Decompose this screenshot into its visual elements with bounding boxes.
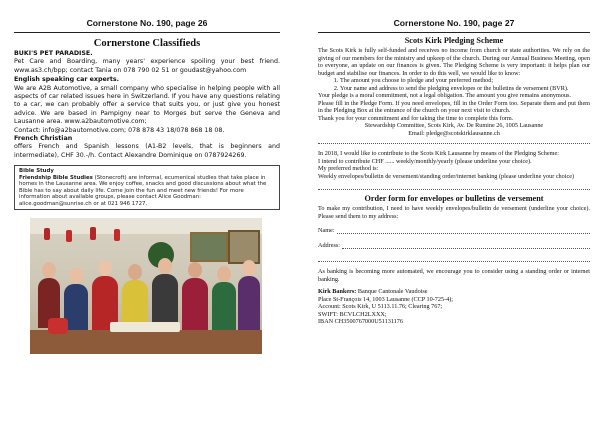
pledge-body: [318, 47, 590, 326]
page-header-right: Cornerstone No. 190, page 27: [318, 0, 590, 33]
pledge-para-thanks: Thank you for your commitment and for taking the time to complete this form.: [318, 114, 514, 122]
pledge-intro: The Scots Kirk is fully self-funded and receives no income from church or state authorities. We rely on the giving of our members for the ministry and upkeep of the church. During our Annual Business Meeting, open to everyone, an update on our finances is given. The Pledging Scheme is very important: it helps plan our budget and stabilise our finances. In order to do this well, we would like to know:: [318, 47, 590, 77]
divider-dotted: [318, 184, 590, 190]
order-form-text: To make my contribution, I need to have weekly envelopes/bulletin de versement (underline your choice). Please send them to my address:: [318, 205, 590, 220]
divider-dotted: [318, 138, 590, 144]
address-input-line-2[interactable]: [318, 255, 590, 262]
pledge-signature: Stewardship Committee, Scots Kirk, Av. De Rumine 26, 1005 Lausanne: [364, 122, 544, 129]
right-page: [318, 0, 590, 425]
pledge-list: [340, 77, 590, 92]
ad-heading-pet: BUKI'S PET PARADISE.: [14, 50, 93, 57]
pledge-list-item: 1. The amount you choose to pledge and your preferred method;: [340, 77, 590, 85]
address-field[interactable]: [318, 242, 590, 250]
group-photo: [30, 218, 262, 354]
page-header-left: Cornerstone No. 190, page 26: [14, 0, 280, 33]
pledge-form-line[interactable]: Weekly envelopes/bulletin de versement/standing order/internet banking (please underline your choice): [318, 172, 575, 180]
name-label: Name:: [318, 227, 335, 234]
pledge-para-instructions: Please fill in the Pledge Form. If you need envelopes, fill in the Order Form too. Separate them and put them in the Pledging Box at the entrance of the church on your next visit to church.: [318, 99, 590, 114]
classifieds-title: Cornerstone Classifieds: [93, 38, 201, 49]
pledge-form-line[interactable]: I intend to contribute CHF ...... weekly/monthly/yearly (please underline your choice).: [318, 157, 532, 165]
pledge-form-line: In 2018, I would like to contribute to the Scots Kirk Lausanne by means of the Pledging Scheme:: [318, 150, 559, 157]
pledge-list-item: 2. Your name and address to send the pledging envelopes or the bulletins de versement (BVR).: [340, 85, 590, 93]
pledge-form-line: My preferred method is:: [318, 165, 379, 172]
name-input-line[interactable]: [337, 227, 591, 234]
bible-study-label: Bible Study: [19, 168, 54, 175]
bank-line: IBAN CH3500767000U51131176: [318, 318, 403, 325]
pledge-form: [318, 150, 590, 180]
ad-body-car: We are A2B Automotive, a small company who specialise in helping people with all aspects of car related issues here in Switzerland. If you have any questions relating to a car, we can probably offer a service that suits you, or just give you honest advice. We are based in Pampigny near to Morges but serve the Geneva and Lausanne area. www.a2bautomotive.com;: [14, 84, 280, 126]
banking-note: As banking is becoming more automated, we encourage you to consider using a standing order or internet banking.: [318, 268, 590, 283]
bible-study-text: (Stonecroft) are informal, ecumenical studies that take place in homes in the Lausanne area. We enjoy coffee, snacks and good discussions about what the Bible has to say about daily life. Come join the fun and meet new friends! For more information about available groups, please contact Alice Goodman: alice.goodman@sunrise.ch or at 021 946 1727.: [19, 174, 267, 207]
address-label: Address:: [318, 241, 340, 249]
kirk-bankers-title: Kirk Bankers:: [318, 288, 357, 295]
order-form-title: Order form for envelopes or bulletins de versement: [364, 194, 544, 203]
address-input-line[interactable]: [342, 242, 590, 249]
bank-line: Place St-François 14, 1003 Lausanne (CCP 10-725-4);: [318, 295, 454, 303]
ad-heading-car: English speaking car experts.: [14, 76, 119, 84]
ad-body-french: offers French and Spanish lessons (A1-B2 levels, that is beginners and intermediate), CHF 30.-/h. Contact Alexandre Dominique on 0787924269.: [14, 143, 280, 159]
name-field[interactable]: [318, 227, 590, 235]
bible-study-heading: Friendship Bible Studies: [19, 174, 93, 181]
bank-line: Account: Scots Kirk, U 5113.11.76; Clearing 767;: [318, 303, 443, 310]
kirk-bankers: [318, 288, 590, 296]
pledge-email: Email: pledge@scotskirklausanne.ch: [408, 129, 500, 137]
kirk-bankers-name: Banque Cantonale Vaudoise: [357, 288, 428, 295]
ad-heading-french: French Christian: [14, 135, 73, 143]
classifieds-body: [14, 50, 280, 160]
ad-contact-car: Contact: info@a2bautomotive.com; 078 878 43 18/078 868 18 08.: [14, 126, 225, 134]
pledge-para-commitment: Your pledge is a moral commitment, not a legal obligation. The amount you give remains anonymous.: [318, 92, 571, 99]
bank-line: SWIFT: BCVLCH2LXXX;: [318, 310, 387, 318]
pledge-title: Scots Kirk Pledging Scheme: [404, 36, 504, 45]
bible-study-box: [14, 165, 280, 210]
ad-body-pet: Pet Care and Boarding, many years' experience spoiling your best friend. www.as3.ch/bpp; contact Tania on 078 790 02 51 or goudast@yahoo.com: [14, 58, 280, 74]
left-page: [14, 0, 280, 425]
